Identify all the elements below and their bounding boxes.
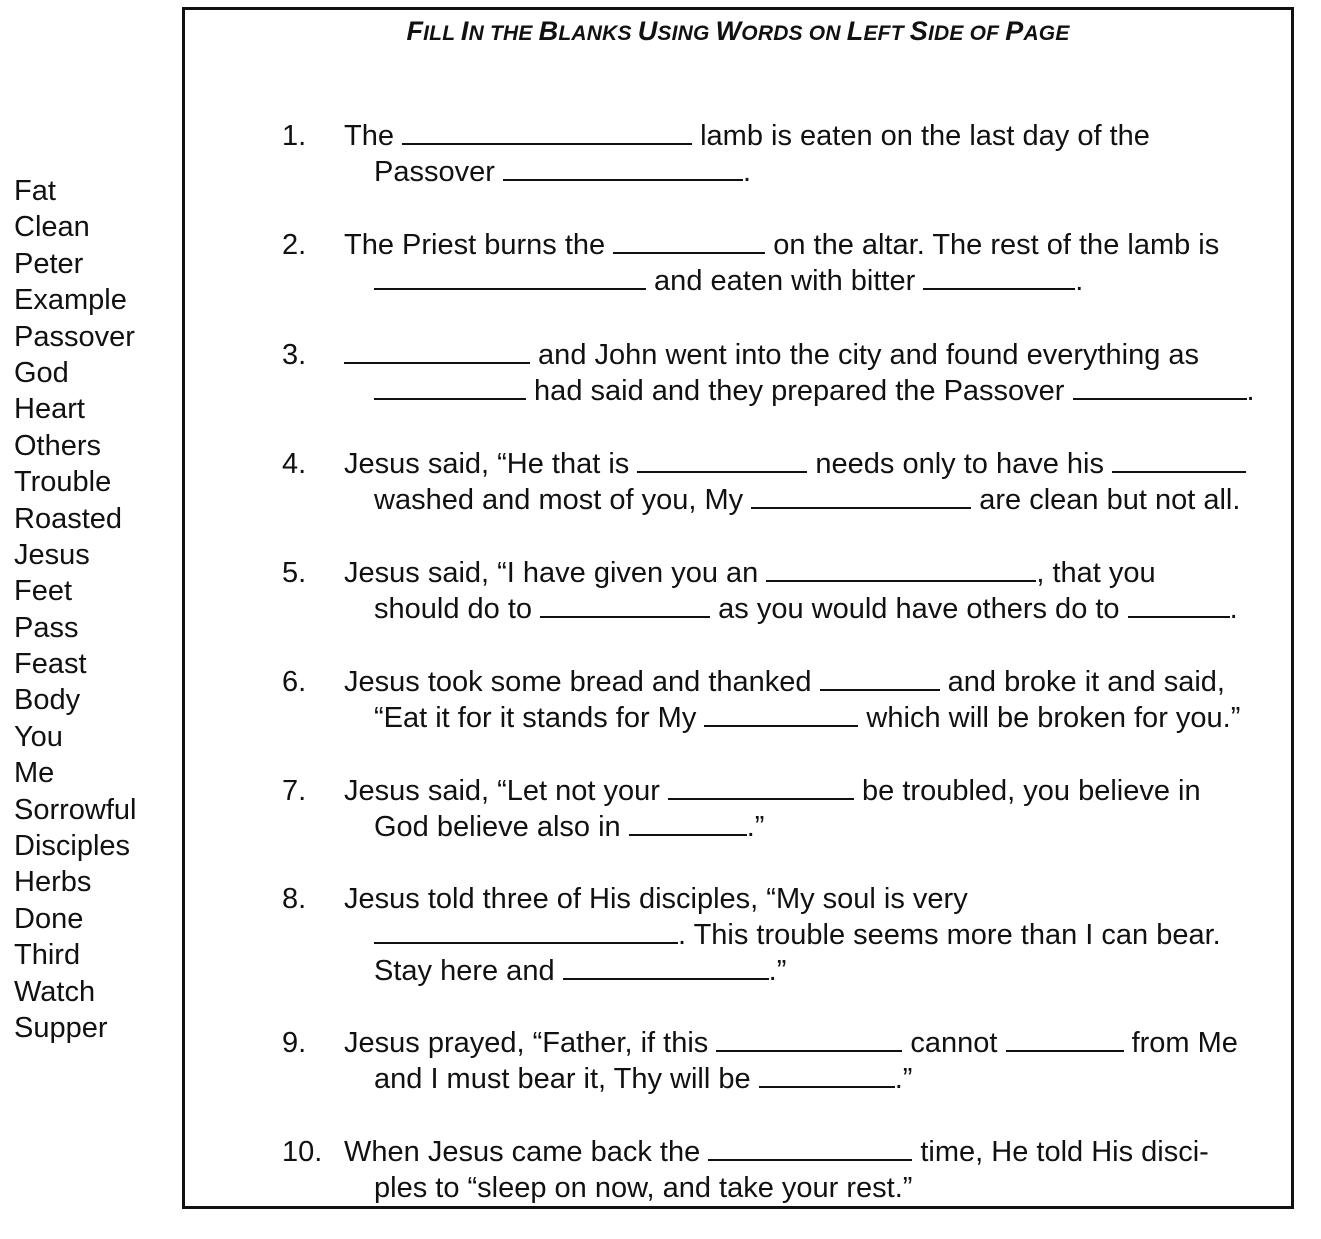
word-bank-item: Feet bbox=[14, 575, 73, 608]
question-line bbox=[282, 263, 1292, 299]
question-text: Jesus prayed, “Father, if this bbox=[344, 1027, 717, 1059]
question-text: as you would have others do to bbox=[710, 593, 1128, 625]
question-text: cannot bbox=[902, 1027, 1006, 1059]
question-text: which will be broken for you.” bbox=[858, 702, 1241, 734]
answer-blank[interactable] bbox=[402, 121, 692, 145]
question-text: , that you bbox=[1036, 557, 1156, 589]
question-number: 7. bbox=[282, 775, 307, 807]
question-text: on the altar. The rest of the lamb is bbox=[765, 229, 1220, 261]
answer-blank[interactable] bbox=[540, 594, 710, 618]
word-bank-item: Example bbox=[14, 284, 127, 317]
question-text: . bbox=[1246, 375, 1255, 407]
word-bank-item: Peter bbox=[14, 247, 84, 280]
question-item bbox=[282, 664, 1292, 736]
answer-blank[interactable] bbox=[374, 266, 646, 290]
question-line bbox=[282, 1134, 1292, 1170]
word-bank-item: Roasted bbox=[14, 502, 123, 535]
question-line bbox=[282, 809, 1292, 845]
question-line bbox=[282, 700, 1292, 736]
question-item bbox=[282, 118, 1292, 190]
word-bank-item: Disciples bbox=[14, 830, 131, 863]
question-number: 2. bbox=[282, 229, 307, 261]
answer-blank[interactable] bbox=[1073, 376, 1247, 400]
question-text: . bbox=[742, 156, 752, 188]
answer-blank[interactable] bbox=[637, 449, 807, 473]
word-bank-item: Watch bbox=[14, 975, 96, 1008]
question-text: . bbox=[1229, 593, 1238, 625]
question-item bbox=[282, 227, 1292, 299]
word-bank-item: Done bbox=[14, 902, 84, 935]
question-line bbox=[282, 664, 1292, 700]
answer-blank[interactable] bbox=[503, 157, 743, 181]
word-bank-item: Passover bbox=[14, 320, 135, 353]
question-text: be troubled, you believe in bbox=[854, 775, 1201, 807]
question-line bbox=[282, 953, 1292, 989]
question-number: 6. bbox=[282, 666, 307, 698]
question-number: 5. bbox=[282, 557, 307, 589]
word-bank-item: Me bbox=[14, 757, 55, 790]
word-bank-item: Third bbox=[14, 939, 81, 972]
answer-blank[interactable] bbox=[668, 776, 854, 800]
question-text: lamb is eaten on the last day of the bbox=[692, 120, 1150, 152]
question-line bbox=[282, 1025, 1292, 1061]
question-item bbox=[282, 1134, 1292, 1206]
word-bank-item: Others bbox=[14, 429, 102, 462]
question-text: .” bbox=[768, 955, 787, 987]
question-item bbox=[282, 1025, 1292, 1097]
question-number: 9. bbox=[282, 1027, 307, 1059]
question-text: “Eat it for it stands for My bbox=[374, 702, 705, 734]
question-text: .” bbox=[746, 811, 765, 843]
question-text: The Priest burns the bbox=[344, 229, 614, 261]
question-text: Jesus said, “I have given you an bbox=[344, 557, 767, 589]
question-line bbox=[282, 373, 1292, 409]
word-bank bbox=[14, 173, 174, 1046]
worksheet-title: FILL IN THE BLANKS USING WORDS ON LEFT SIDE OF PAGE bbox=[406, 16, 1070, 46]
question-text: Jesus took some bread and thanked bbox=[344, 666, 820, 698]
question-text: and I must bear it, Thy will be bbox=[374, 1063, 759, 1095]
question-text: Passover bbox=[374, 156, 503, 188]
answer-blank[interactable] bbox=[716, 1028, 902, 1052]
question-line bbox=[282, 881, 1292, 917]
word-bank-item: Clean bbox=[14, 211, 90, 244]
word-bank-item: Feast bbox=[14, 648, 87, 681]
question-line bbox=[282, 482, 1292, 518]
question-text: washed and most of you, My bbox=[374, 484, 752, 516]
question-line bbox=[282, 917, 1292, 953]
question-text: and John went into the city and found everything as bbox=[530, 339, 1200, 371]
question-number: 8. bbox=[282, 883, 307, 915]
question-item bbox=[282, 446, 1292, 518]
answer-blank[interactable] bbox=[344, 340, 530, 364]
question-text: from Me bbox=[1123, 1027, 1238, 1059]
word-bank-item: Herbs bbox=[14, 866, 92, 899]
question-text: had said and they prepared the Passover bbox=[526, 375, 1073, 407]
question-number: 4. bbox=[282, 448, 307, 480]
answer-blank[interactable] bbox=[759, 1064, 895, 1088]
answer-blank[interactable] bbox=[374, 920, 678, 944]
question-text: ples to “sleep on now, and take your rest.” bbox=[374, 1172, 913, 1204]
question-text: and broke it and said, bbox=[939, 666, 1225, 698]
question-text: . This trouble seems more than I can bear. bbox=[678, 919, 1221, 951]
word-bank-item: Pass bbox=[14, 611, 79, 644]
question-item bbox=[282, 337, 1292, 409]
question-text: Jesus told three of His disciples, “My soul is very bbox=[344, 883, 968, 915]
answer-blank[interactable] bbox=[374, 376, 526, 400]
answer-blank[interactable] bbox=[708, 1137, 912, 1161]
question-text: Jesus said, “He that is bbox=[344, 448, 638, 480]
question-line bbox=[282, 154, 1292, 190]
question-number: 1. bbox=[282, 120, 307, 152]
answer-blank[interactable] bbox=[563, 956, 769, 980]
answer-blank[interactable] bbox=[1006, 1028, 1124, 1052]
question-text: .” bbox=[894, 1063, 913, 1095]
question-line bbox=[282, 555, 1292, 591]
question-text: When Jesus came back the bbox=[344, 1136, 709, 1168]
question-text: should do to bbox=[374, 593, 541, 625]
question-item bbox=[282, 555, 1292, 627]
answer-blank[interactable] bbox=[923, 266, 1075, 290]
question-text: are clean but not all. bbox=[971, 484, 1241, 516]
question-number: 3. bbox=[282, 339, 307, 371]
question-text: Jesus said, “Let not your bbox=[344, 775, 668, 807]
question-line bbox=[282, 446, 1292, 482]
question-text: needs only to have his bbox=[807, 448, 1113, 480]
answer-blank[interactable] bbox=[766, 558, 1036, 582]
word-bank-item: Sorrowful bbox=[14, 793, 137, 826]
word-bank-item: Trouble bbox=[14, 466, 112, 499]
word-bank-item: Fat bbox=[14, 175, 56, 207]
word-bank-item: Heart bbox=[14, 393, 85, 426]
answer-blank[interactable] bbox=[820, 667, 940, 691]
question-line bbox=[282, 337, 1292, 373]
answer-blank[interactable] bbox=[629, 812, 747, 836]
question-line bbox=[282, 773, 1292, 809]
answer-blank[interactable] bbox=[1128, 594, 1230, 618]
question-item bbox=[282, 773, 1292, 845]
word-bank-item: God bbox=[14, 356, 69, 389]
word-bank-item: Body bbox=[14, 684, 81, 717]
question-text: God believe also in bbox=[374, 811, 629, 843]
question-text: . bbox=[1075, 265, 1084, 297]
answer-blank[interactable] bbox=[704, 703, 858, 727]
answer-blank[interactable] bbox=[613, 230, 765, 254]
word-bank-item: You bbox=[14, 720, 63, 753]
question-text: time, He told His disci- bbox=[912, 1136, 1209, 1168]
question-item bbox=[282, 881, 1292, 989]
worksheet-box bbox=[182, 7, 1294, 1209]
question-text: The bbox=[344, 120, 403, 152]
question-line bbox=[282, 1170, 1292, 1206]
question-line bbox=[282, 1061, 1292, 1097]
question-line bbox=[282, 591, 1292, 627]
question-text: Stay here and bbox=[374, 955, 563, 987]
question-line bbox=[282, 227, 1292, 263]
question-number: 10. bbox=[282, 1136, 323, 1168]
word-bank-item: Supper bbox=[14, 1011, 108, 1044]
question-line bbox=[282, 118, 1292, 154]
word-bank-item: Jesus bbox=[14, 538, 90, 571]
answer-blank[interactable] bbox=[1112, 449, 1246, 473]
answer-blank[interactable] bbox=[751, 485, 971, 509]
question-text: and eaten with bitter bbox=[646, 265, 924, 297]
